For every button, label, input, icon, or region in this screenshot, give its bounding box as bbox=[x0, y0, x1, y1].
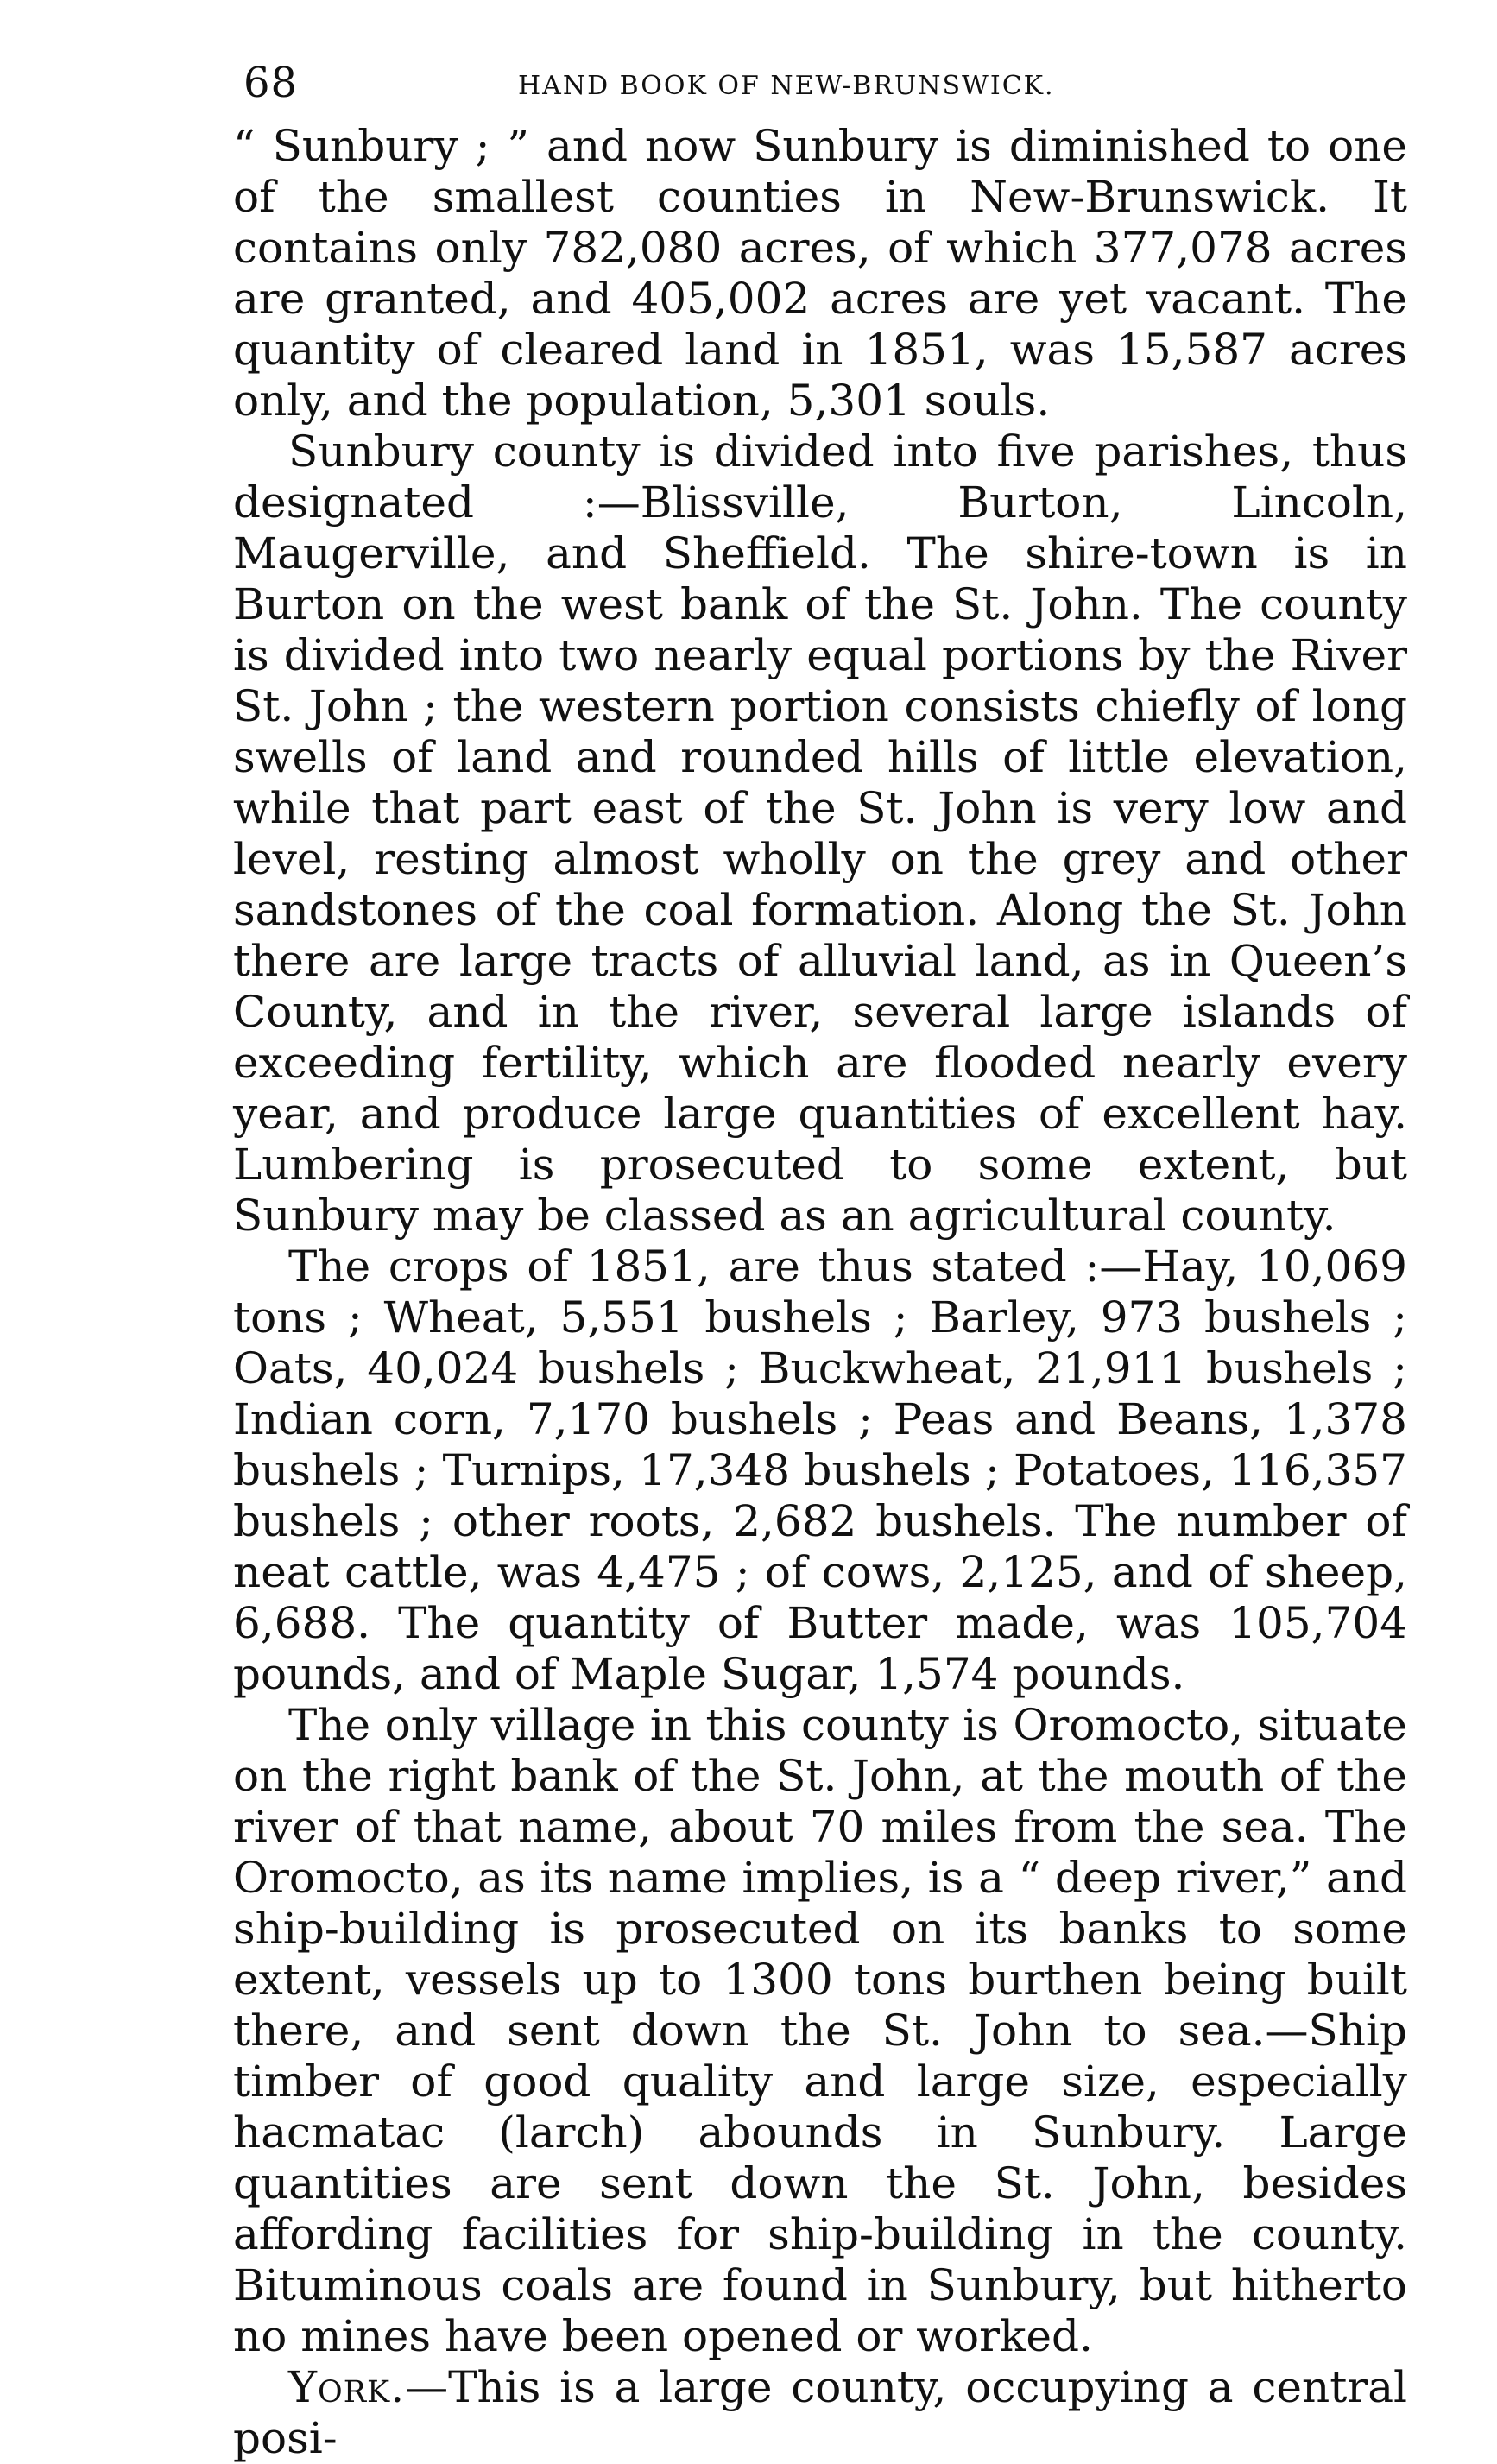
book-page bbox=[233, 52, 1407, 2464]
paragraph-york bbox=[233, 2362, 1407, 2464]
paragraph-sunbury-parishes bbox=[233, 426, 1407, 1241]
running-header bbox=[233, 52, 1407, 121]
paragraph-text: Sunbury county is divided into five parishes, thus designated :—Blissville, Burton, Lincoln, Maugerville, and Sheffield. The shire-town is in Burton on the west bank of the St. John. The county is divided into two nearly equal portions by the River St. John ; the western portion consists chiefly of long swells of land and rounded hills of little elevation, while that part east of the St. John is very low and level, resting almost wholly on the grey and other sandstones of the coal formation. Along the St. John there are large tracts of alluvial land, as in Queen’s County, and in the river, several large islands of exceeding fertility, which are flooded nearly every year, and produce large quantities of excellent hay. Lumbering is prosecuted to some extent, but Sunbury may be classed as an agricultural county. bbox=[233, 426, 1407, 1241]
paragraph-sunbury-intro bbox=[233, 121, 1407, 426]
running-title: HAND BOOK OF NEW-BRUNSWICK. bbox=[518, 71, 1055, 101]
page-number: 68 bbox=[243, 59, 299, 107]
paragraph-text: —This is a large county, occupying a central posi- bbox=[233, 2362, 1407, 2463]
paragraph-text: The crops of 1851, are thus stated :—Hay, 10,069 tons ; Wheat, 5,551 bushels ; Barley, 973 bushels ; Oats, 40,024 bushels ; Buckwheat, 21,911 bushels ; Indian corn, 7,170 bushels ; Peas and Beans, 1,378 bushels ; Turnips, 17,348 bushels ; Potatoes, 116,357 bushels ; other roots, 2,682 bushels. The number of neat cattle, was 4,475 ; of cows, 2,125, and of sheep, 6,688. The quantity of Butter made, was 105,704 pounds, and of Maple Sugar, 1,574 pounds. bbox=[233, 1241, 1407, 1699]
paragraph-text: The only village in this county is Oromocto, situate on the right bank of the St. John, at the mouth of the river of that name, about 70 miles from the sea. The Oromocto, as its name implies, is a “ deep river,” and ship-building is prosecuted on its banks to some extent, vessels up to 1300 tons burthen being built there, and sent down the St. John to sea.—Ship timber of good quality and large size, especially hacmatac (larch) abounds in Sunbury. Large quantities are sent down the St. John, besides affording facilities for ship-building in the county. Bituminous coals are found in Sunbury, but hitherto no mines have been opened or worked. bbox=[233, 1700, 1407, 2361]
paragraph-oromocto bbox=[233, 1700, 1407, 2362]
section-heading-york: York. bbox=[288, 2362, 406, 2412]
paragraph-sunbury-crops bbox=[233, 1241, 1407, 1700]
body-text bbox=[233, 121, 1407, 2464]
paragraph-text: “ Sunbury ; ” and now Sunbury is diminished to one of the smallest counties in New-Brunswick. It contains only 782,080 acres, of which 377,078 acres are granted, and 405,002 acres are yet vacant. The quantity of cleared land in 1851, was 15,587 acres only, and the population, 5,301 souls. bbox=[233, 121, 1407, 426]
